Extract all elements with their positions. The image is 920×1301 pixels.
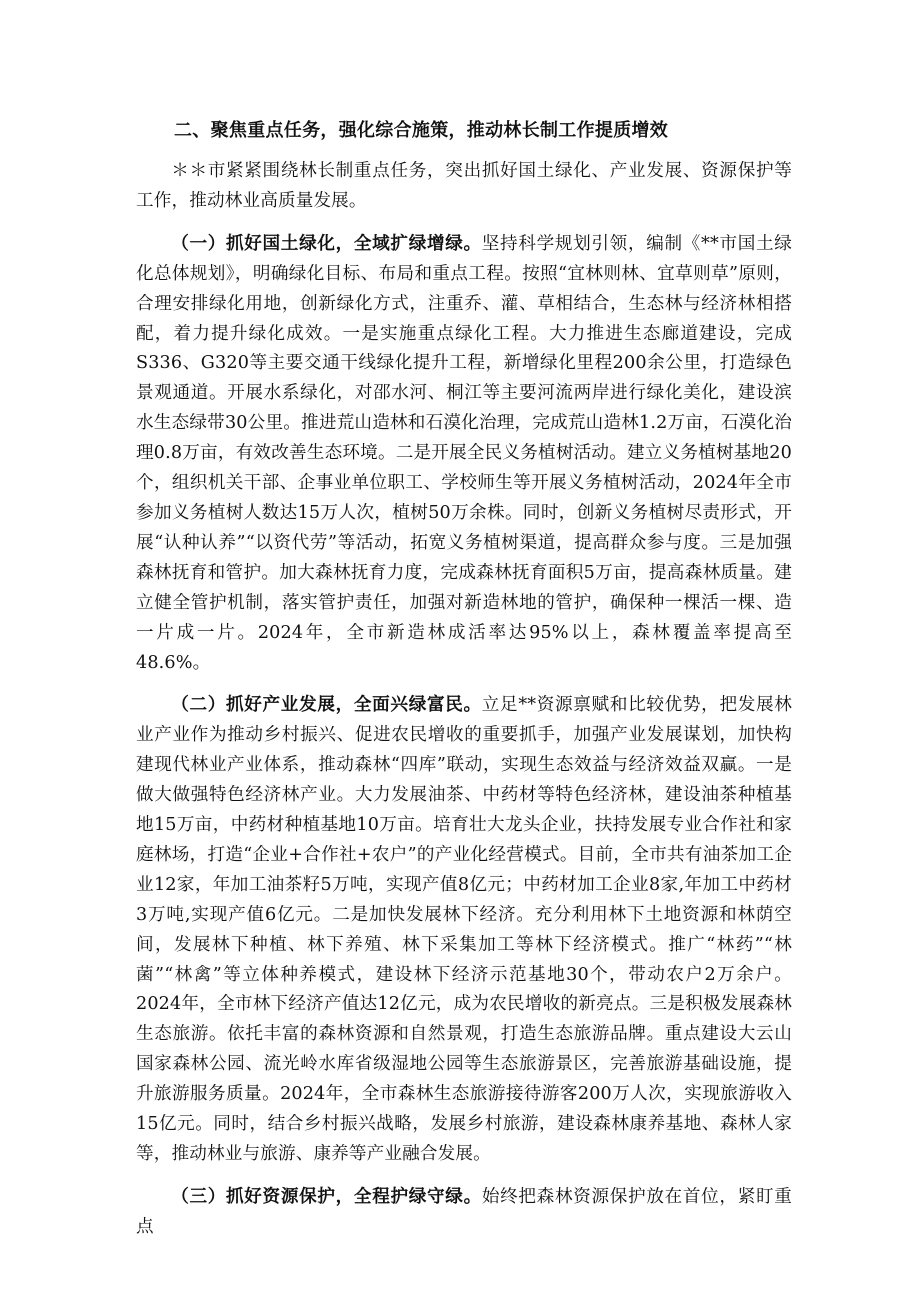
section-heading: 二、聚焦重点任务，强化综合施策，推动林长制工作提质增效 (174, 120, 669, 141)
paragraph-land-greening (136, 229, 792, 679)
paragraph-body: 立足**资源禀赋和比较优势，把发展林业产业作为推动乡村振兴、促进农民增收的重要抓手，加强产业发展谋划，加快构建现代林业产业体系，推动森林“四库”联动，实现生态效益与经济效益双赢。一是做大做强特色经济林产业。大力发展油茶、中药材等特色经济林，建设油茶种植基地15万亩，中药材种植基地10万亩。培育壮大龙头企业，扶持发展专业合作社和家庭林场，打造“企业+合作社+农户”的产业化经营模式。目前，全市共有油茶加工企业12家，年加工油茶籽5万吨，实现产值8亿元；中药材加工企业8家,年加工中药材3万吨,实现产值6亿元。二是加快发展林下经济。充分利用林下土地资源和林荫空间，发展林下种植、林下养殖、林下采集加工等林下经济模式。推广“林药”“林菌”“林禽”等立体种养模式，建设林下经济示范基地30个，带动农户2万余户。2024年，全市林下经济产值达12亿元，成为农民增收的新亮点。三是积极发展森林生态旅游。依托丰富的森林资源和自然景观，打造生态旅游品牌。重点建设大云山国家森林公园、流光岭水库省级湿地公园等生态旅游景区，完善旅游基础设施，提升旅游服务质量。2024年，全市森林生态旅游接待游客200万人次，实现旅游收入15亿元。同时，结合乡村振兴战略，发展乡村旅游，建设森林康养基地、森林人家等，推动林业与旅游、康养等产业融合发展。 (136, 695, 792, 1164)
paragraph-body: 始终把森林资源保护放在首位，紧盯重点 (136, 1186, 792, 1237)
paragraph-body: 坚持科学规划引领，编制《**市国土绿化总体规划》，明确绿化目标、布局和重点工程。按照“宜林则林、宜草则草”原则，合理安排绿化用地，创新绿化方式，注重乔、灌、草相结合，生态林与经济林相搭配，着力提升绿化成效。一是实施重点绿化工程。大力推进生态廊道建设，完成S336、G320等主要交通干线绿化提升工程，新增绿化里程200余公里，打造绿色景观通道。开展水系绿化，对邵水河、桐江等主要河流两岸进行绿化美化，建设滨水生态绿带30公里。推进荒山造林和石漠化治理，完成荒山造林1.2万亩，石漠化治理0.8万亩，有效改善生态环境。二是开展全民义务植树活动。建立义务植树基地20个，组织机关干部、企事业单位职工、学校师生等开展义务植树活动，2024年全市参加义务植树人数达15万人次，植树50万余株。同时，创新义务植树尽责形式，开展“认种认养”“以资代劳”等活动，拓宽义务植树渠道，提高群众参与度。三是加强森林抚育和管护。加大森林抚育力度，完成森林抚育面积5万亩，提高森林质量。建立健全管护机制，落实管护责任，加强对新造林地的管护，确保种一棵活一棵、造一片成一片。2024年，全市新造林成活率达95%以上，森林覆盖率提高至48.6%。 (136, 233, 792, 673)
paragraph-lead: （二）抓好产业发展，全面兴绿富民。 (171, 694, 482, 716)
paragraph-lead: （一）抓好国土绿化，全域扩绿增绿。 (171, 232, 482, 254)
intro-paragraph: ＊＊市紧紧围绕林长制重点任务，突出抓好国土绿化、产业发展、资源保护等工作，推动林业高质量发展。 (136, 161, 792, 211)
paragraph-industry-development (136, 690, 792, 1170)
paragraph-resource-protection (136, 1182, 792, 1243)
paragraph-lead: （三）抓好资源保护，全程护绿守绿。 (171, 1185, 482, 1207)
